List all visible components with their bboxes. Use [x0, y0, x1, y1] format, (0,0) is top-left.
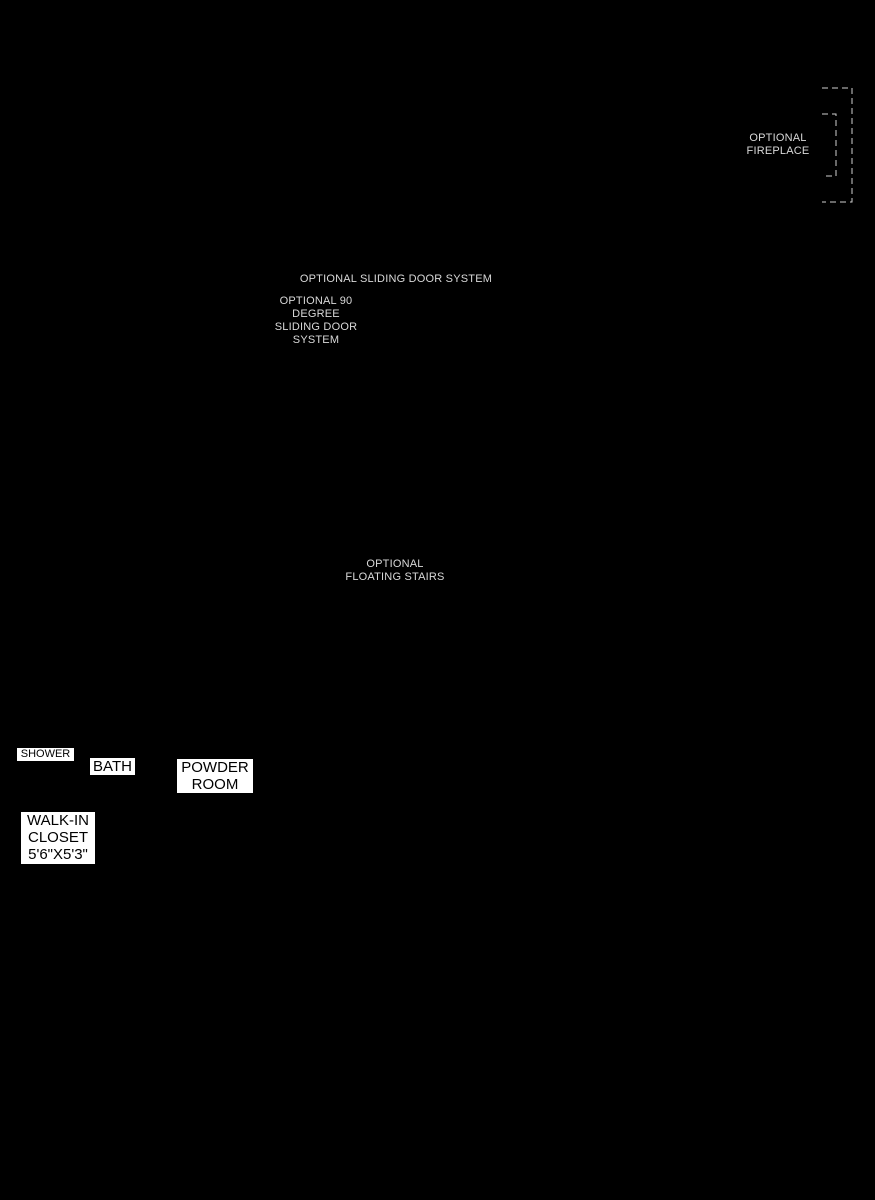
optional-sliding-door-note	[296, 273, 496, 286]
fireplace-outer-bracket	[822, 88, 852, 202]
fireplace-note-line-1: OPTIONAL	[749, 132, 807, 144]
bath-label	[90, 758, 135, 775]
sliding-door-90-line-4: SYSTEM	[292, 334, 340, 346]
walk-in-closet-label	[21, 812, 95, 864]
floating-stairs-line-2: FLOATING STAIRS	[345, 571, 445, 583]
optional-fireplace-note	[743, 132, 813, 158]
walk-in-closet-line-1: WALK-IN	[27, 812, 89, 829]
powder-room-line-1: POWDER	[181, 759, 249, 776]
optional-floating-stairs-note	[335, 558, 455, 584]
sliding-door-note-text: OPTIONAL SLIDING DOOR SYSTEM	[299, 273, 493, 285]
bath-label-text: BATH	[93, 758, 132, 775]
shower-label-text: SHOWER	[20, 748, 71, 760]
shower-label	[17, 748, 74, 761]
optional-90-degree-sliding-door-note	[266, 295, 366, 347]
walk-in-closet-line-2: CLOSET	[27, 829, 88, 846]
powder-room-line-2: ROOM	[191, 776, 239, 793]
sliding-door-90-line-3: SLIDING DOOR	[274, 321, 358, 333]
walk-in-closet-dimensions: 5'6"X5'3"	[28, 846, 88, 863]
sliding-door-90-line-1: OPTIONAL 90	[279, 295, 353, 307]
fireplace-inner-bracket	[822, 114, 836, 176]
powder-room-label	[177, 759, 253, 793]
fireplace-outline	[818, 84, 860, 208]
floating-stairs-line-1: OPTIONAL	[366, 558, 424, 570]
fireplace-note-line-2: FIREPLACE	[746, 145, 810, 157]
sliding-door-90-line-2: DEGREE	[292, 308, 340, 320]
